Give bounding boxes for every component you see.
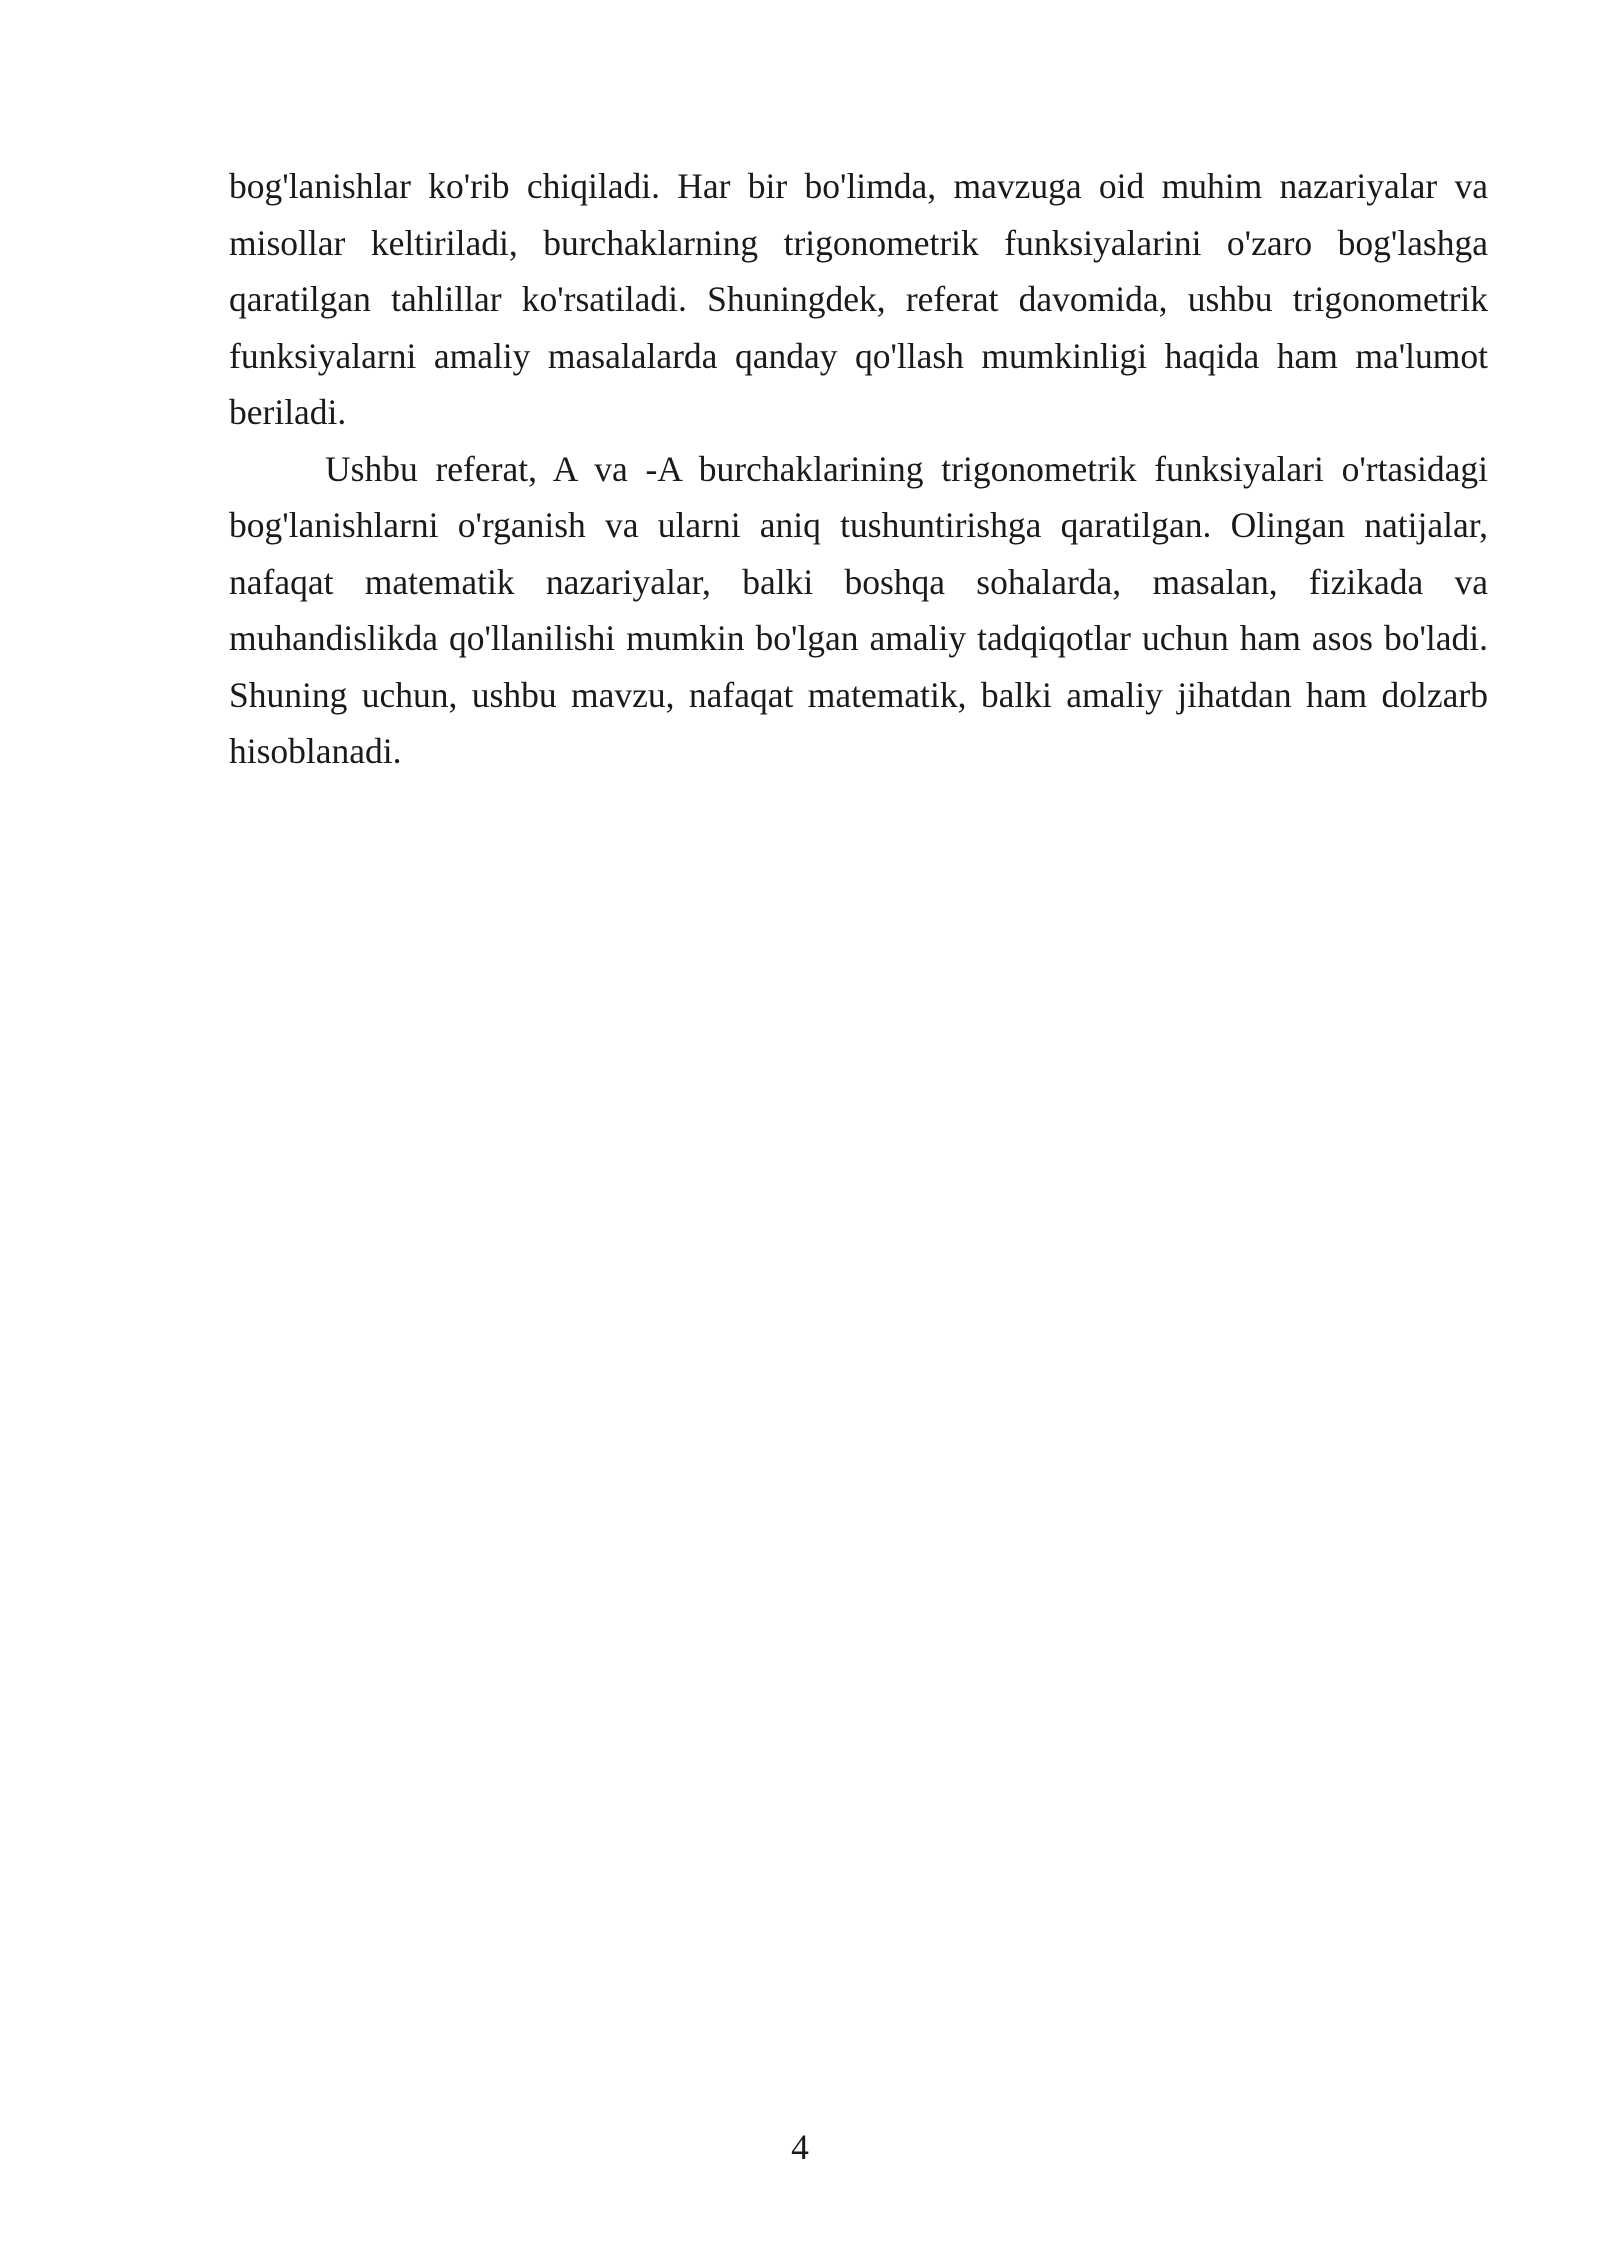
paragraph-continuation: bog'lanishlar ko'rib chiqiladi. Har bir bo'limda, mavzuga oid muhim nazariyalar va misollar keltiriladi, burchaklarning trigonometrik funksiyalarini o'zaro bog'lashga qaratilgan tahlillar ko'rsatiladi. Shuningdek, referat davomida, ushbu trigonometrik funksiyalarni amaliy masalalarda qanday qo'llash mumkinligi haqida ham ma'lumot beriladi. <box>229 166 1488 432</box>
page-number: 4 <box>791 2127 809 2167</box>
body-text <box>229 158 1488 780</box>
paragraph-referat-purpose: Ushbu referat, A va -A burchaklarining trigonometrik funksiyalari o'rtasidagi bog'lanishlarni o'rganish va ularni aniq tushuntirishga qaratilgan. Olingan natijalar, nafaqat matematik nazariyalar, balki boshqa sohalarda, masalan, fizikada va muhandislikda qo'llanilishi mumkin bo'lgan amaliy tadqiqotlar uchun ham asos bo'ladi. Shuning uchun, ushbu mavzu, nafaqat matematik, balki amaliy jihatdan ham dolzarb hisoblanadi. <box>229 448 1488 771</box>
